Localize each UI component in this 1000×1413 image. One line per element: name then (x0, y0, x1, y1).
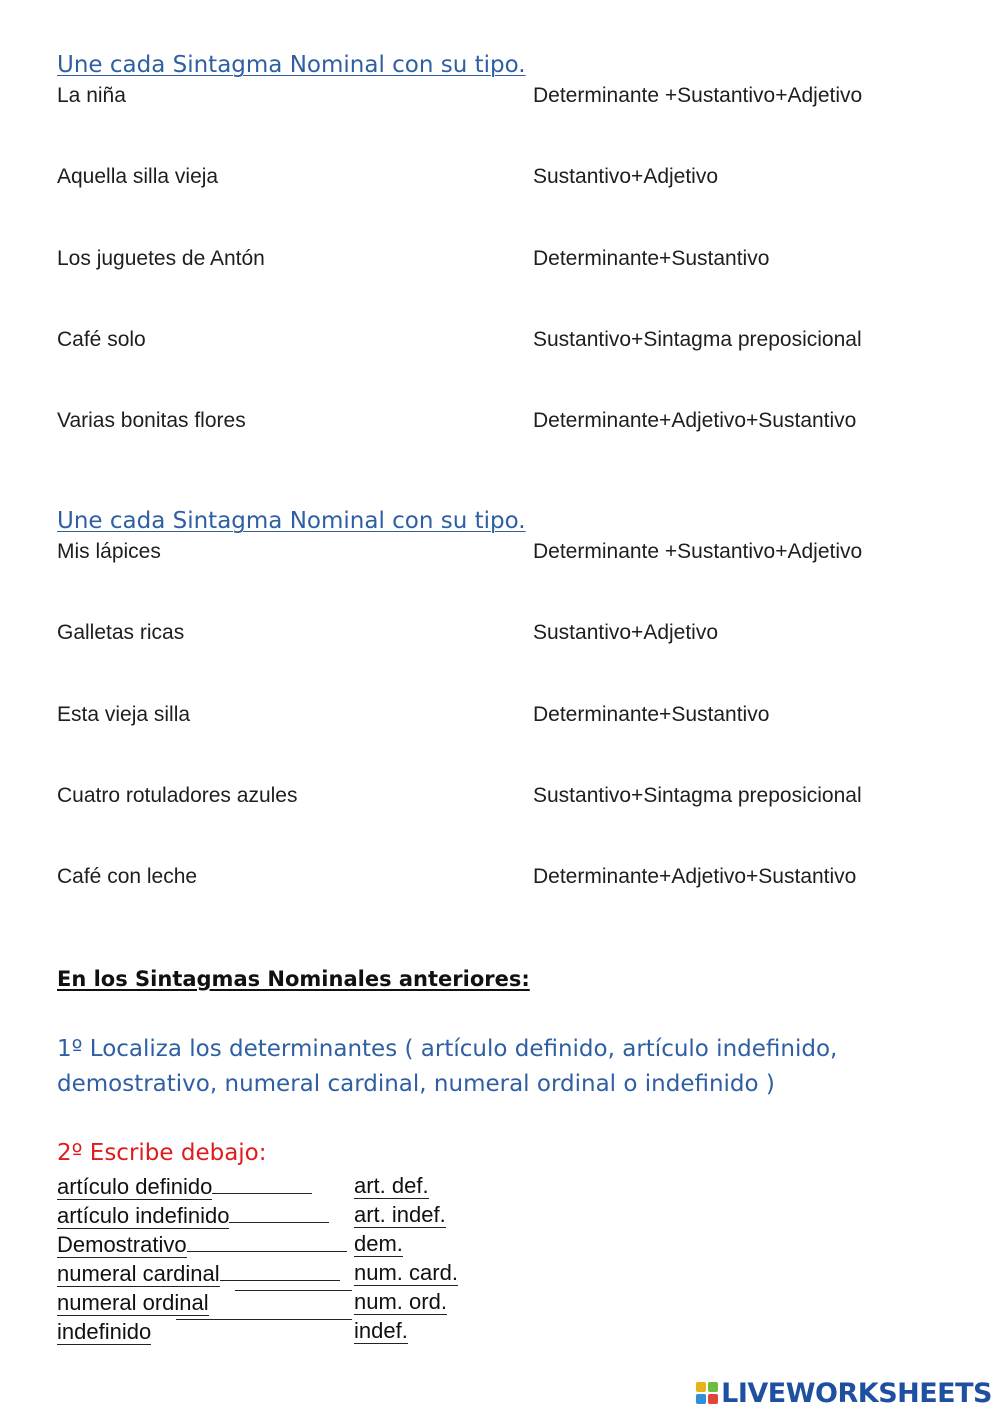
phrase-item[interactable]: Café con leche (57, 865, 198, 888)
abbr-value: num. card. (354, 1260, 458, 1285)
phrase-item[interactable]: Galletas ricas (57, 621, 185, 644)
phrase-item[interactable]: La niña (57, 84, 126, 107)
abbreviation-row (57, 1232, 477, 1261)
phrase-item[interactable]: Mis lápices (57, 540, 161, 563)
abbr-value: dem. (354, 1231, 403, 1256)
type-item[interactable]: Sustantivo+Sintagma preposicional (533, 328, 862, 351)
abbr-value: art. def. (354, 1173, 429, 1198)
abbr-term: Demostrativo (57, 1232, 187, 1257)
type-item[interactable]: Determinante+Sustantivo (533, 703, 770, 726)
logo-text: LIVEWORKSHEETS (721, 1377, 992, 1409)
abbr-value: art. indef. (354, 1202, 446, 1227)
abbr-term: indefinido (57, 1319, 152, 1344)
type-item[interactable]: Determinante+Sustantivo (533, 247, 770, 270)
type-item[interactable]: Determinante+Adjetivo+Sustantivo (533, 409, 857, 432)
abbr-value: num. ord. (354, 1289, 447, 1314)
type-item[interactable]: Sustantivo+Adjetivo (533, 165, 719, 188)
step1-line1: 1º Localiza los determinantes ( artículo definido, artículo indefinido, (57, 1036, 838, 1062)
abbr-value: indef. (354, 1318, 408, 1343)
type-item[interactable]: Determinante +Sustantivo+Adjetivo (533, 540, 863, 563)
liveworksheets-logo (696, 1378, 992, 1408)
type-item[interactable]: Sustantivo+Sintagma preposicional (533, 784, 862, 807)
phrase-item[interactable]: Los juguetes de Antón (57, 247, 265, 270)
phrase-item[interactable]: Cuatro rotuladores azules (57, 784, 298, 807)
abbr-term: artículo indefinido (57, 1203, 230, 1228)
instructions-heading: En los Sintagmas Nominales anteriores: (57, 967, 530, 991)
abbreviation-row (57, 1174, 477, 1203)
logo-icon (696, 1382, 718, 1404)
section2-heading: Une cada Sintagma Nominal con su tipo. (57, 508, 526, 534)
abbreviation-row (57, 1319, 477, 1348)
abbr-term: artículo definido (57, 1174, 213, 1199)
abbreviation-row (57, 1203, 477, 1232)
type-item[interactable]: Determinante+Adjetivo+Sustantivo (533, 865, 857, 888)
type-item[interactable]: Sustantivo+Adjetivo (533, 621, 719, 644)
phrase-item[interactable]: Café solo (57, 328, 146, 351)
phrase-item[interactable]: Varias bonitas flores (57, 409, 246, 432)
abbr-term: numeral cardinal (57, 1261, 220, 1286)
section1-heading: Une cada Sintagma Nominal con su tipo. (57, 52, 526, 78)
phrase-item[interactable]: Aquella silla vieja (57, 165, 219, 188)
type-item[interactable]: Determinante +Sustantivo+Adjetivo (533, 84, 863, 107)
abbreviation-row (57, 1290, 477, 1319)
step1-line2: demostrativo, numeral cardinal, numeral ordinal o indefinido ) (57, 1071, 775, 1097)
phrase-item[interactable]: Esta vieja silla (57, 703, 191, 726)
step2-text: 2º Escribe debajo: (57, 1140, 267, 1166)
abbreviation-row (57, 1261, 477, 1290)
abbr-term: numeral ordinal (57, 1290, 209, 1315)
